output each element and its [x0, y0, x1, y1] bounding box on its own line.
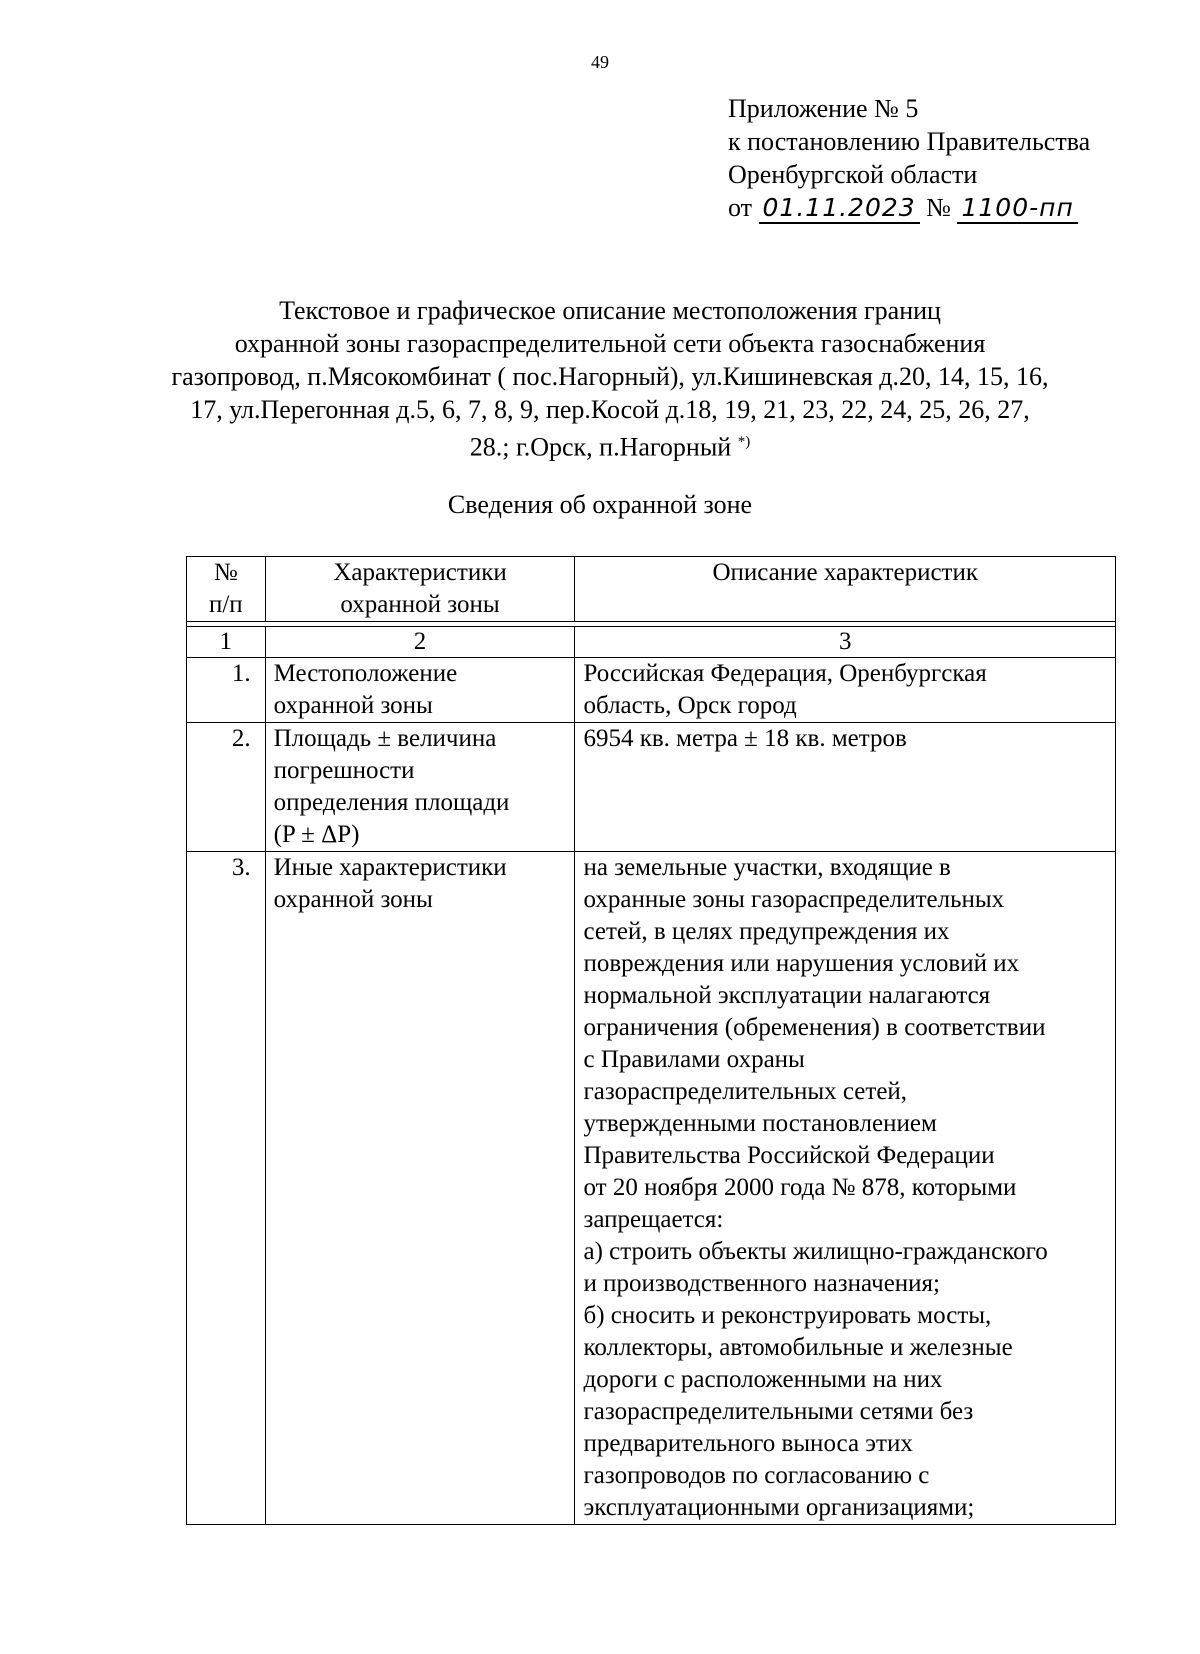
title-line-3: газопровод, п.Мясокомбинат ( пос.Нагорный), ул.Кишиневская д.20, 14, 15, 16,	[171, 362, 1049, 391]
row-description	[575, 723, 1116, 852]
table-header-row	[187, 557, 1116, 622]
description-line: область, Орск город	[583, 692, 797, 719]
header-characteristics-line-1: Характеристики	[333, 559, 507, 586]
description-line: предварительного выноса этих	[583, 1430, 913, 1457]
description-line: и производственного назначения;	[583, 1270, 940, 1297]
table-row	[187, 852, 1116, 1525]
title-line-5-text: 28.; г.Орск, п.Нагорный	[469, 432, 732, 462]
row-number: 1.	[187, 658, 266, 723]
description-line: газопроводов по согласованию с	[583, 1462, 930, 1489]
characteristic-line: Площадь ± величина	[273, 725, 497, 752]
description-line: охранные зоны газораспределительных	[583, 886, 1005, 913]
number-prefix: №	[926, 193, 951, 222]
appendix-line-3: Оренбургской области	[728, 160, 978, 189]
zone-info-table	[186, 556, 1116, 1525]
date-prefix: от	[728, 193, 753, 222]
column-number-row	[187, 627, 1116, 658]
appendix-line-1: Приложение № 5	[728, 94, 919, 123]
header-number-line-2: п/п	[208, 591, 243, 618]
column-number-2: 2	[265, 627, 575, 658]
document-title	[150, 294, 1070, 464]
appendix-date-line	[728, 191, 1090, 224]
row-number: 2.	[187, 723, 266, 852]
characteristic-line: Иные характеристики	[273, 854, 507, 881]
description-line: ограничения (обременения) в соответствии	[583, 1014, 1046, 1041]
appendix-line-2: к постановлению Правительства	[728, 127, 1091, 156]
header-cell-number	[187, 557, 266, 622]
row-description	[575, 658, 1116, 723]
title-line-2: охранной зоны газораспределительной сети объекта газоснабжения	[234, 329, 986, 358]
characteristic-line: охранной зоны	[273, 886, 433, 913]
section-title: Сведения об охранной зоне	[447, 490, 753, 519]
title-line-1: Текстовое и графическое описание местоположения границ	[279, 296, 941, 325]
description-line: повреждения или нарушения условий их	[583, 950, 1020, 977]
row-description	[575, 852, 1116, 1525]
description-line: на земельные участки, входящие в	[583, 854, 951, 881]
header-number-line-1: №	[213, 559, 238, 586]
description-line: а) строить объекты жилищно-гражданского	[583, 1238, 1048, 1265]
characteristic-line: (P ± ΔP)	[273, 821, 360, 848]
handwritten-date: 01.11.2023	[759, 193, 920, 224]
column-number-3: 3	[575, 627, 1116, 658]
description-line: нормальной эксплуатации налагаются	[583, 982, 991, 1009]
header-cell-description: Описание характеристик	[575, 557, 1116, 622]
row-characteristic	[265, 658, 575, 723]
description-line: газораспределительными сетями без	[583, 1398, 974, 1425]
table-row	[187, 658, 1116, 723]
header-cell-characteristics	[265, 557, 575, 622]
column-number-1: 1	[187, 627, 266, 658]
row-characteristic	[265, 723, 575, 852]
appendix-block	[728, 92, 1090, 224]
characteristic-line: охранной зоны	[273, 692, 433, 719]
page-number: 49	[591, 52, 609, 72]
description-line: Правительства Российской Федерации	[583, 1142, 995, 1169]
description-line: эксплуатационными организациями;	[583, 1494, 975, 1521]
description-line: Российская Федерация, Оренбургская	[583, 660, 987, 687]
description-line: б) сносить и реконструировать мосты,	[583, 1302, 992, 1329]
description-line: от 20 ноября 2000 года № 878, которыми	[583, 1174, 1017, 1201]
row-number: 3.	[187, 852, 266, 1525]
header-characteristics-line-2: охранной зоны	[340, 591, 500, 618]
table-row	[187, 723, 1116, 852]
characteristic-line: определения площади	[273, 789, 510, 816]
title-line-5	[150, 426, 1070, 464]
description-line: запрещается:	[583, 1206, 724, 1233]
description-line: дороги с расположенными на них	[583, 1366, 943, 1393]
handwritten-number: 1100-пп	[957, 193, 1077, 224]
description-line: коллекторы, автомобильные и железные	[583, 1334, 1013, 1361]
description-line: сетей, в целях предупреждения их	[583, 918, 950, 945]
title-line-4: 17, ул.Перегонная д.5, 6, 7, 8, 9, пер.Косой д.18, 19, 21, 23, 22, 24, 25, 26, 27,	[190, 395, 1030, 424]
characteristic-line: Местоположение	[273, 660, 458, 687]
description-line: с Правилами охраны	[583, 1046, 805, 1073]
description-line: утвержденными постановлением	[583, 1110, 937, 1137]
row-characteristic	[265, 852, 575, 1525]
description-line: газораспределительных сетей,	[583, 1078, 908, 1105]
characteristic-line: погрешности	[273, 757, 415, 784]
footnote-mark: *)	[737, 434, 751, 450]
description-line: 6954 кв. метра ± 18 кв. метров	[583, 725, 907, 752]
